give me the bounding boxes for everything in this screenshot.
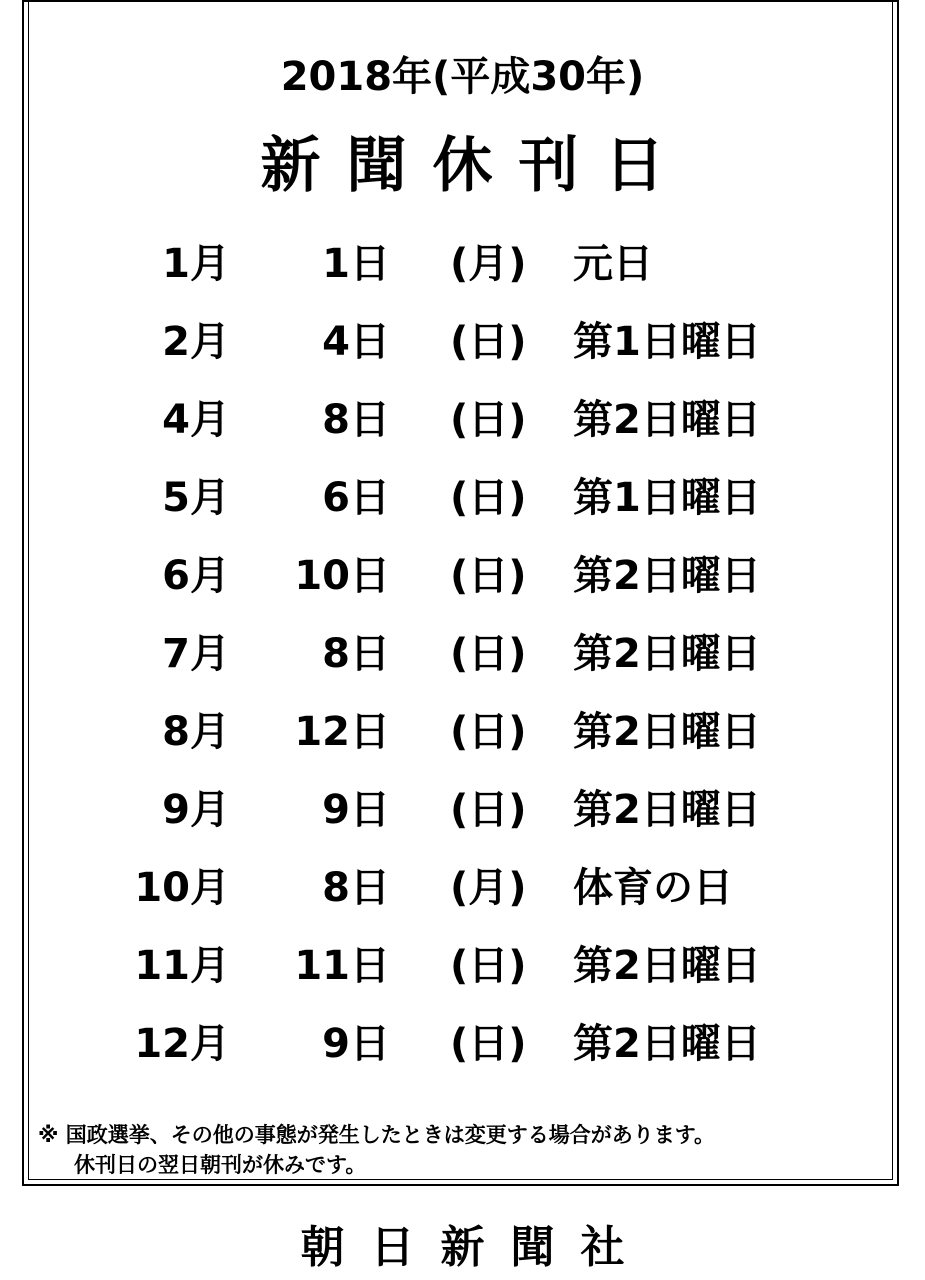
schedule-weekday: (月) [450,241,527,287]
schedule-weekday: (日) [450,709,527,755]
schedule-month: 9月 [162,787,230,833]
schedule-note: 元日 [573,241,653,287]
schedule-weekday: (日) [450,553,527,599]
footnote-line-1: ※ 国政選挙、その他の事態が発生したときは変更する場合があります。 [38,1123,716,1147]
schedule-note: 第2日曜日 [573,1021,761,1067]
schedule-month: 5月 [162,475,230,521]
schedule-row [0,771,925,849]
schedule-note: 第2日曜日 [573,709,761,755]
schedule-row [0,615,925,693]
schedule-day: 9日 [322,787,390,833]
schedule-weekday: (日) [450,787,527,833]
schedule-row [0,537,925,615]
schedule-weekday: (日) [450,1021,527,1067]
schedule-month: 12月 [134,1021,230,1067]
footnote-line-2: 休刊日の翌日朝刊が休みです。 [74,1153,367,1177]
schedule-weekday: (日) [450,319,527,365]
schedule-note: 第2日曜日 [573,631,761,677]
schedule-day: 11日 [294,943,390,989]
schedule-month: 1月 [162,241,230,287]
schedule-day: 8日 [322,631,390,677]
schedule-row [0,225,925,303]
schedule-month: 10月 [134,865,230,911]
schedule-note: 第2日曜日 [573,943,761,989]
schedule-month: 2月 [162,319,230,365]
schedule-month: 6月 [162,553,230,599]
schedule-month: 8月 [162,709,230,755]
schedule-day: 9日 [322,1021,390,1067]
schedule-note: 第2日曜日 [573,553,761,599]
schedule-row [0,849,925,927]
schedule-weekday: (月) [450,865,527,911]
schedule-day: 8日 [322,865,390,911]
schedule-row [0,303,925,381]
schedule-weekday: (日) [450,397,527,443]
schedule-day: 12日 [294,709,390,755]
schedule-row [0,693,925,771]
schedule-weekday: (日) [450,943,527,989]
footnote [38,1120,715,1180]
schedule-note: 第1日曜日 [573,319,761,365]
schedule-day: 8日 [322,397,390,443]
schedule-month: 11月 [134,943,230,989]
schedule-day: 6日 [322,475,390,521]
publisher-name: 朝日新聞社 [300,1222,651,1273]
schedule-row [0,381,925,459]
schedule-note: 第2日曜日 [573,787,761,833]
schedule-weekday: (日) [450,631,527,677]
schedule-row [0,927,925,1005]
schedule-day: 4日 [322,319,390,365]
schedule-note: 体育の日 [573,865,733,911]
schedule-note: 第1日曜日 [573,475,761,521]
year-title: 2018年(平成30年) [280,54,645,100]
schedule-note: 第2日曜日 [573,397,761,443]
schedule-month: 7月 [162,631,230,677]
schedule-day: 1日 [322,241,390,287]
holiday-schedule [0,225,925,1083]
schedule-weekday: (日) [450,475,527,521]
schedule-month: 4月 [162,397,230,443]
schedule-row [0,459,925,537]
schedule-row [0,1005,925,1083]
schedule-day: 10日 [294,553,390,599]
main-title: 新聞休刊日 [260,131,691,201]
